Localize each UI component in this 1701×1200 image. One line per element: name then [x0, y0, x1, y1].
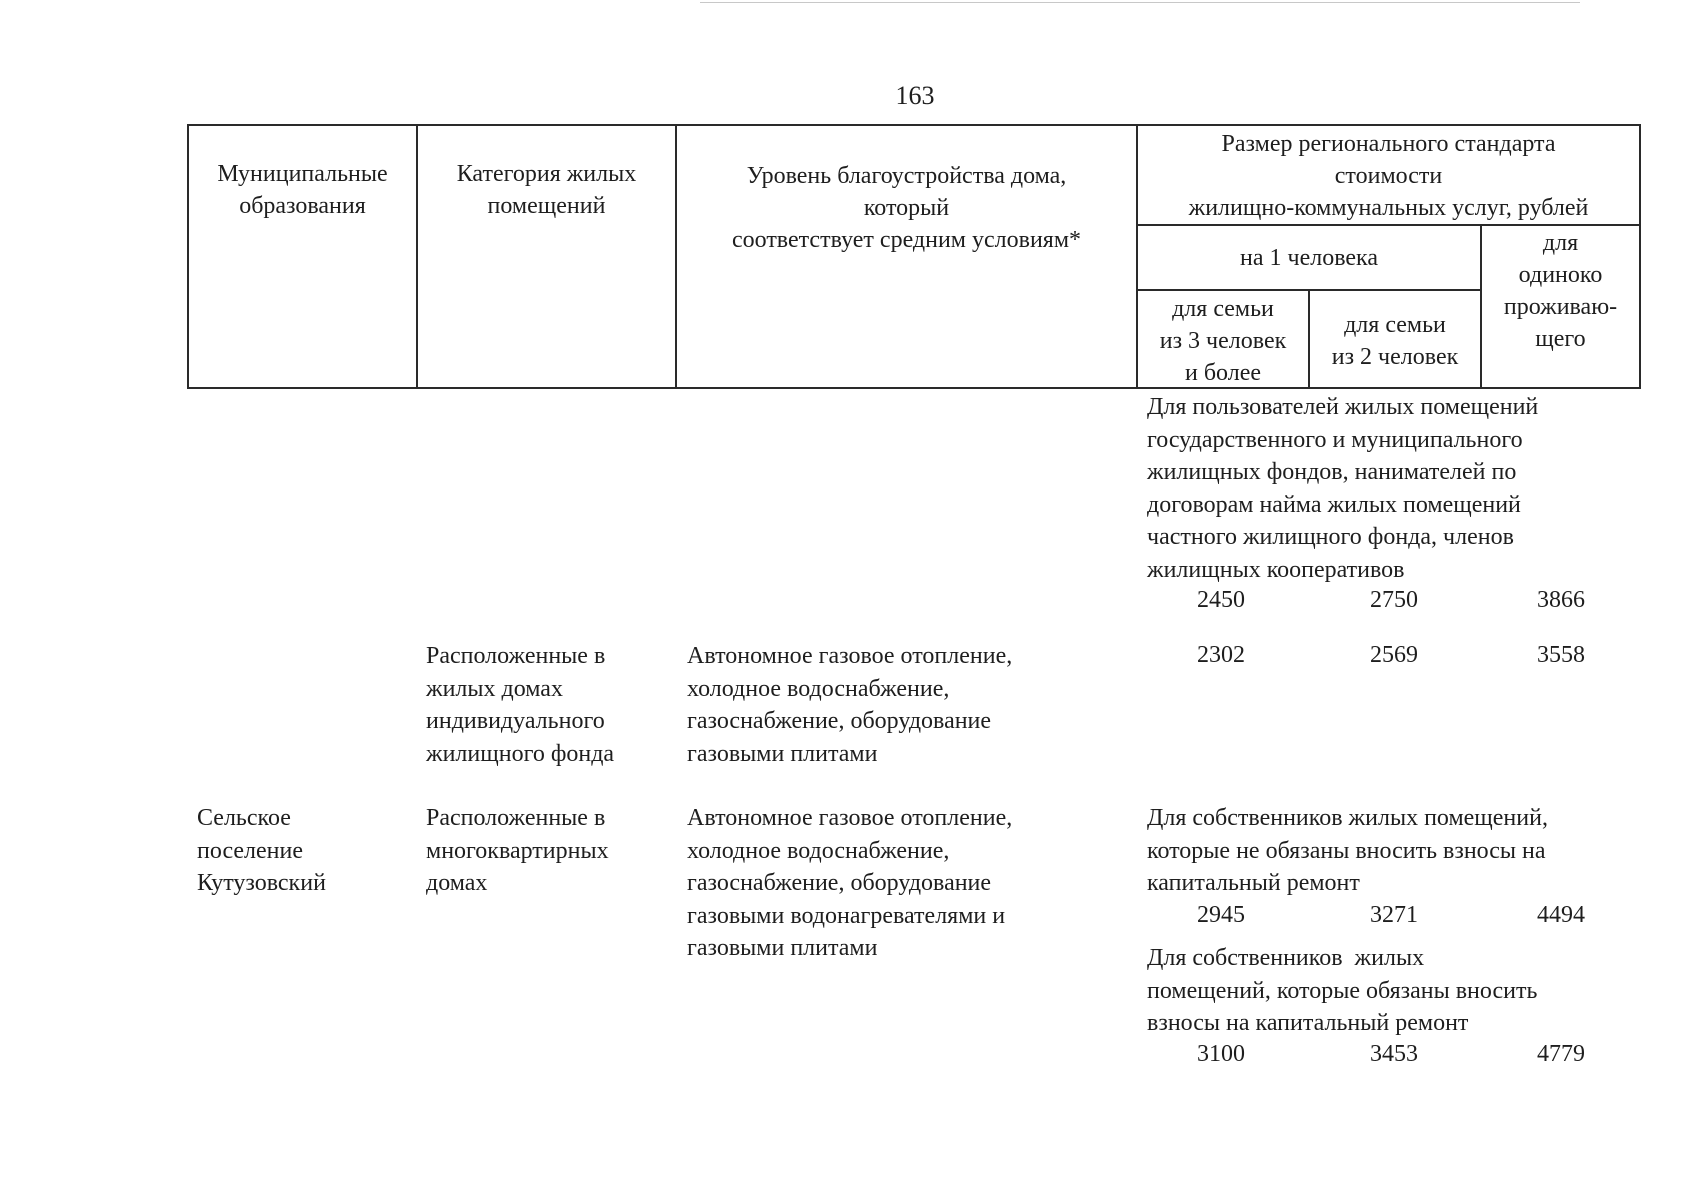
note-line: капитальный ремонт	[1147, 870, 1360, 896]
header-standard	[1138, 128, 1639, 224]
row2-value-family2: 2569	[1370, 642, 1418, 668]
row3b-value-single: 4779	[1537, 1041, 1585, 1067]
amenities-line: Автономное газовое отопление,	[687, 805, 1013, 831]
row3a-value-family2: 3271	[1370, 902, 1418, 928]
header-family-3-line: для семьи	[1172, 296, 1274, 322]
header-amenities	[677, 160, 1136, 256]
row3b-value-family3: 3100	[1197, 1041, 1245, 1067]
note-line: жилищных фондов, нанимателей по	[1147, 459, 1517, 485]
note-line: взносы на капитальный ремонт	[1147, 1010, 1469, 1036]
header-amenities-line: Уровень благоустройства дома,	[746, 163, 1067, 189]
header-amenities-line: который	[863, 195, 950, 221]
note-line: помещений, которые обязаны вносить	[1147, 977, 1538, 1004]
header-single-line: одиноко	[1518, 262, 1603, 288]
note-line: договорам найма жилых помещений	[1147, 491, 1521, 518]
header-family-2	[1310, 309, 1480, 373]
block1-value-family3: 2450	[1197, 587, 1245, 613]
note-line: государственного и муниципального	[1147, 426, 1523, 453]
amenities-line: холодное водоснабжение,	[687, 675, 950, 702]
rule-under-standard	[1136, 224, 1641, 226]
block1-value-single: 3866	[1537, 587, 1585, 613]
row2-amenities	[687, 640, 1012, 770]
row3-note-b	[1147, 942, 1537, 1040]
header-single-line: для	[1542, 230, 1579, 256]
row3-category	[426, 802, 609, 900]
header-standard-line: Размер регионального стандарта	[1221, 131, 1556, 157]
header-family-3-line: и более	[1184, 360, 1262, 386]
amenities-line: газоснабжение, оборудование	[687, 870, 992, 896]
header-family-3-line: из 3 человек	[1159, 328, 1287, 354]
row3b-value-family2: 3453	[1370, 1041, 1418, 1067]
header-category	[418, 158, 675, 222]
category-line: жилищного фонда	[426, 740, 615, 767]
header-category-line: помещений	[487, 193, 606, 219]
header-municipality-line: образования	[239, 193, 366, 219]
header-family-2-line: из 2 человек	[1331, 344, 1459, 370]
note-line: частного жилищного фонда, членов	[1147, 524, 1514, 550]
header-single-line: щего	[1535, 326, 1586, 352]
header-standard-line: жилищно-коммунальных услуг, рублей	[1188, 195, 1589, 221]
note-line: жилищных кооперативов	[1147, 556, 1405, 583]
category-line: домах	[426, 870, 488, 896]
block1-value-family2: 2750	[1370, 587, 1418, 613]
amenities-line: газовыми плитами	[687, 740, 878, 767]
municipality-line: поселение	[197, 837, 304, 864]
table-bottom-border	[187, 387, 1641, 389]
amenities-line: холодное водоснабжение,	[687, 837, 950, 864]
header-amenities-line: соответствует средним условиям*	[731, 227, 1082, 253]
amenities-line: газовыми плитами	[687, 935, 878, 961]
header-category-line: Категория жилых	[456, 161, 637, 187]
row3-note-a	[1147, 802, 1548, 900]
amenities-line: газовыми водонагревателями и	[687, 902, 1006, 929]
row2-category	[426, 640, 614, 770]
row2-value-family3: 2302	[1197, 642, 1245, 668]
table-right-border	[1639, 124, 1641, 389]
note-line: Для пользователей жилых помещений	[1147, 394, 1539, 420]
header-single-line: проживаю-	[1503, 294, 1618, 320]
note-line: которые не обязаны вносить взносы на	[1147, 837, 1546, 864]
header-municipality	[189, 158, 416, 222]
amenities-line: газоснабжение, оборудование	[687, 708, 992, 734]
table-top-border	[187, 124, 1641, 126]
category-line: Расположенные в	[426, 643, 606, 669]
header-family-2-line: для семьи	[1344, 312, 1446, 338]
category-line: многоквартирных	[426, 837, 609, 864]
header-per-person: на 1 человека	[1240, 245, 1378, 271]
header-single	[1482, 227, 1639, 355]
note-line: Для собственников жилых	[1147, 945, 1425, 971]
municipality-line: Сельское	[197, 805, 291, 831]
scan-top-line	[700, 2, 1580, 3]
header-standard-line: стоимости	[1334, 163, 1443, 189]
category-line: жилых домах	[426, 675, 563, 702]
row3a-value-single: 4494	[1537, 902, 1585, 928]
note-line: Для собственников жилых помещений,	[1147, 805, 1548, 831]
row2-value-single: 3558	[1537, 642, 1585, 668]
municipality-line: Кутузовский	[197, 870, 326, 896]
row3a-value-family3: 2945	[1197, 902, 1245, 928]
row3-amenities	[687, 802, 1012, 965]
block1-note	[1147, 391, 1538, 586]
row3-municipality	[197, 802, 326, 900]
page-number: 163	[895, 81, 935, 110]
header-municipality-line: Муниципальные	[217, 161, 388, 187]
category-line: индивидуального	[426, 708, 605, 734]
header-family-3	[1138, 293, 1308, 389]
category-line: Расположенные в	[426, 805, 606, 831]
amenities-line: Автономное газовое отопление,	[687, 643, 1013, 669]
